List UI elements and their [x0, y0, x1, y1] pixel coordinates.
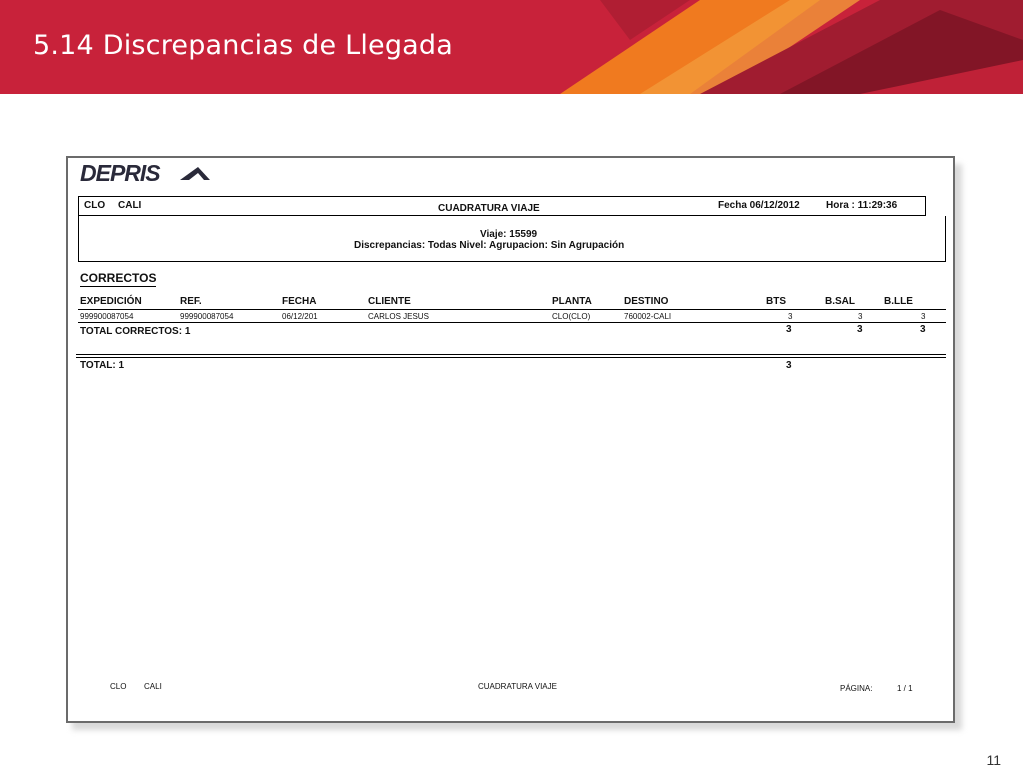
col-ref: REF. — [180, 296, 202, 307]
header-rule — [78, 309, 946, 310]
col-planta: PLANTA — [552, 296, 592, 307]
section-title: CORRECTOS — [80, 271, 157, 285]
total-label: TOTAL: 1 — [80, 360, 125, 371]
cell-expedicion: 999900087054 — [80, 312, 134, 321]
subtotal-bts: 3 — [786, 324, 792, 335]
cell-fecha: 06/12/201 — [282, 312, 318, 321]
header-city: CALI — [118, 200, 142, 211]
total-rule-bottom — [76, 357, 946, 358]
total-bts: 3 — [786, 360, 792, 371]
header-title: CUADRATURA VIAJE — [438, 203, 540, 214]
logo-arrow-icon — [180, 166, 212, 182]
col-destino: DESTINO — [624, 296, 669, 307]
slide-page-number: 11 — [986, 752, 1001, 768]
cell-planta: CLO(CLO) — [552, 312, 591, 321]
depris-logo: DEPRIS — [80, 160, 160, 186]
title-banner — [0, 0, 1023, 94]
viaje-number: Viaje: 15599 — [480, 229, 538, 240]
col-blle: B.LLE — [884, 296, 913, 307]
subtotal-blle: 3 — [920, 324, 926, 335]
footer-page-label: PÁGINA: — [840, 684, 873, 693]
footer-page-value: 1 / 1 — [897, 684, 913, 693]
subtotal-label: TOTAL CORRECTOS: 1 — [80, 326, 191, 337]
header-fecha: Fecha 06/12/2012 — [718, 200, 800, 211]
report-image — [66, 156, 955, 723]
header-origin: CLO — [84, 200, 106, 211]
cell-bsal: 3 — [858, 312, 863, 321]
cell-cliente: CARLOS JESUS — [368, 312, 429, 321]
col-bts: BTS — [766, 296, 786, 307]
col-expedicion: EXPEDICIÓN — [80, 296, 142, 307]
header-hora: Hora : 11:29:36 — [826, 200, 898, 211]
slide-title: 5.14 Discrepancias de Llegada — [33, 30, 454, 61]
filter-line: Discrepancias: Todas Nivel: Agrupacion: Sin Agrupación — [354, 240, 625, 251]
col-fecha: FECHA — [282, 296, 317, 307]
row-rule — [78, 322, 946, 323]
subtotal-bsal: 3 — [857, 324, 863, 335]
cell-destino: 760002-CALI — [624, 312, 672, 321]
footer-title: CUADRATURA VIAJE — [478, 682, 557, 691]
cell-blle: 3 — [921, 312, 926, 321]
footer-city: CALI — [144, 682, 162, 691]
footer-origin: CLO — [110, 682, 127, 691]
cell-bts: 3 — [788, 312, 793, 321]
cell-ref: 999900087054 — [180, 312, 234, 321]
col-cliente: CLIENTE — [368, 296, 411, 307]
total-rule-top — [76, 354, 946, 355]
col-bsal: B.SAL — [825, 296, 855, 307]
